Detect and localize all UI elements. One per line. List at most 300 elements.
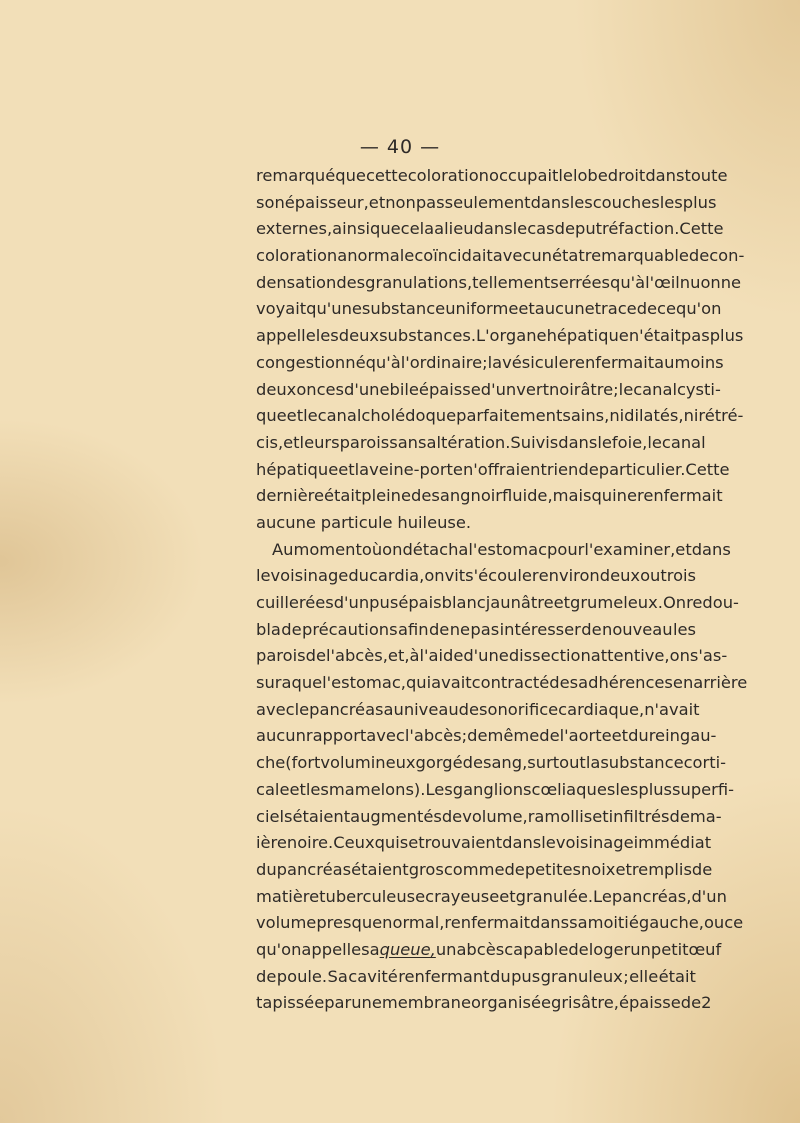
word: le <box>256 566 271 586</box>
word: de <box>256 966 277 986</box>
text-line <box>256 163 728 190</box>
word: et <box>368 192 386 212</box>
word: ce <box>657 299 677 319</box>
word: tapissée <box>256 993 325 1013</box>
text-line <box>256 270 742 297</box>
word: qu'à <box>365 352 401 372</box>
word: ou <box>640 566 661 586</box>
text-line <box>256 910 744 937</box>
word: ni <box>609 406 625 426</box>
word: matière <box>256 886 320 906</box>
text-line <box>256 457 730 484</box>
word: l'examiner, <box>584 539 676 559</box>
word: externes, <box>256 219 333 239</box>
word: étaient <box>351 859 409 879</box>
word: d'un <box>333 593 370 612</box>
word: particule <box>320 512 393 532</box>
word: Suivis <box>510 432 559 452</box>
word: pas <box>680 326 710 346</box>
word: Ceux <box>333 833 375 853</box>
text-line <box>256 243 745 270</box>
text-line <box>256 670 748 697</box>
word: nouveau <box>602 619 673 639</box>
word: du <box>490 966 511 986</box>
word: de <box>581 619 602 639</box>
word: pus <box>511 966 541 986</box>
word: pancréas, <box>611 886 692 906</box>
word: de <box>680 993 702 1013</box>
word: canal <box>661 432 706 452</box>
text-line <box>256 510 696 537</box>
word: pus <box>369 593 399 612</box>
word: particulier. <box>598 459 686 479</box>
word: aucune <box>534 299 595 319</box>
word: a <box>434 219 445 239</box>
word: cale <box>256 779 290 799</box>
word: son <box>479 699 508 719</box>
word: ; <box>482 352 488 372</box>
word: toute <box>684 166 728 185</box>
word: superfi- <box>672 779 735 799</box>
word: granulations, <box>365 272 473 292</box>
word: droit <box>607 166 646 185</box>
word: la <box>354 459 370 479</box>
word: appelle <box>256 326 316 346</box>
word: sa <box>361 939 380 959</box>
word: parois <box>256 646 306 666</box>
word: qu'à <box>609 272 646 292</box>
word: comme <box>443 859 505 879</box>
word: moment <box>293 539 362 559</box>
word: et <box>338 459 355 479</box>
word: cette <box>365 166 408 185</box>
text-line <box>256 590 739 617</box>
word: coïncidait <box>414 246 493 266</box>
word: cœliaques <box>531 779 616 799</box>
word: ramollis <box>527 806 593 826</box>
word: hépatique <box>546 326 629 346</box>
text-line <box>256 990 712 1017</box>
word: n'avait <box>644 699 700 719</box>
text-line <box>256 430 706 457</box>
word: bile <box>389 379 419 399</box>
word: couches <box>592 192 660 212</box>
text-line <box>256 323 744 350</box>
text-line <box>256 537 731 564</box>
word: ainsi <box>332 219 370 239</box>
text-line <box>256 617 696 644</box>
body-text <box>256 163 748 1017</box>
word: l'aorte <box>559 726 612 746</box>
word: voyait <box>256 299 307 319</box>
text-line <box>256 857 713 884</box>
word: remarquable <box>584 246 689 266</box>
word: deux <box>599 566 641 586</box>
word: l'ordinaire <box>400 352 483 372</box>
word: granulée. <box>515 886 594 906</box>
word: qui <box>405 673 432 693</box>
word: petit <box>650 939 689 959</box>
word: qui <box>591 486 617 506</box>
word: substance <box>361 299 446 319</box>
word: anormale <box>337 246 415 266</box>
text-line <box>256 804 722 831</box>
word: renfermait <box>637 486 723 506</box>
word: presque <box>316 913 383 933</box>
word: vésicule <box>502 352 569 372</box>
word: détacha <box>402 539 469 559</box>
word: et <box>518 299 535 319</box>
word: dans <box>691 539 731 559</box>
word: tellement <box>472 272 551 292</box>
word: des <box>549 673 579 693</box>
word: la <box>585 753 601 773</box>
text-line <box>256 884 727 911</box>
word: huileuse. <box>397 512 472 532</box>
word: de <box>305 646 326 666</box>
word: au <box>654 352 675 372</box>
word: pour <box>547 539 585 559</box>
word: dans <box>529 913 570 933</box>
word: ne <box>616 486 637 506</box>
word: con- <box>709 246 745 266</box>
word: du <box>256 859 277 879</box>
word: bla <box>256 619 281 639</box>
word: œuf <box>688 939 722 959</box>
word: pleine <box>361 486 412 506</box>
word: Au <box>272 539 294 559</box>
word: appelle <box>301 939 362 959</box>
word: orifice <box>507 699 559 719</box>
word: lobe <box>572 166 608 185</box>
italic-word: queue, <box>379 939 436 959</box>
word: le <box>647 432 662 452</box>
text-line <box>256 216 724 243</box>
word: au <box>383 699 404 719</box>
word: ce <box>724 913 744 933</box>
word: gros <box>408 859 444 879</box>
word: on <box>669 646 690 666</box>
text-line <box>256 377 721 404</box>
word: volumineux <box>320 753 416 773</box>
word: ne <box>449 619 471 639</box>
word: les <box>315 326 339 346</box>
word: environ <box>538 566 600 586</box>
word: épaisse <box>418 379 481 399</box>
word: s'as- <box>689 646 728 666</box>
word: normal, <box>382 913 445 933</box>
word: ière <box>256 833 287 853</box>
text-line <box>256 937 722 964</box>
word: infiltrés <box>608 806 670 826</box>
word: n'offraient <box>462 459 547 479</box>
word: foie, <box>611 432 648 452</box>
word: cavité <box>348 966 398 986</box>
word: parois <box>339 432 390 452</box>
word: (fort <box>285 753 321 773</box>
text-line <box>256 643 728 670</box>
word: organisée <box>470 993 552 1013</box>
word: adhérences <box>578 673 673 693</box>
word: précautions <box>301 619 398 639</box>
word: dans <box>530 192 570 212</box>
word: capable <box>504 939 569 959</box>
word: cholédoque <box>361 406 457 426</box>
word: cysti- <box>676 379 721 399</box>
word: que <box>370 219 401 239</box>
word: afin <box>397 619 429 639</box>
word: pancréas <box>276 859 352 879</box>
text-line <box>256 403 744 430</box>
word: plus <box>682 192 717 212</box>
word: niveau <box>403 699 459 719</box>
word: du <box>348 566 369 586</box>
word: où <box>361 539 383 559</box>
word: volume, <box>462 806 528 826</box>
word: arrière <box>693 673 748 693</box>
word: Le <box>593 886 612 906</box>
word: ni <box>683 406 699 426</box>
word: cas <box>527 219 555 239</box>
word: loger <box>588 939 631 959</box>
word: remplis <box>631 859 692 879</box>
word: le <box>294 699 310 719</box>
word: jaunâtre <box>485 593 554 612</box>
word: mais <box>552 486 592 506</box>
word: canal <box>317 406 362 426</box>
word: le <box>618 379 634 399</box>
word: on <box>424 566 445 586</box>
word: de <box>467 726 488 746</box>
word: épais <box>398 593 442 612</box>
word: Les <box>425 779 453 799</box>
word: 2 <box>701 993 712 1013</box>
word: était <box>323 486 362 506</box>
word: sang <box>431 486 471 506</box>
word: dissection <box>508 646 591 666</box>
word: d'une <box>344 379 390 399</box>
word: noirâtre <box>548 379 614 399</box>
word: l'estomac, <box>322 673 406 693</box>
word: l'estomac <box>468 539 548 559</box>
word: de <box>568 939 589 959</box>
word: une <box>351 993 382 1013</box>
word: d'un <box>691 886 727 906</box>
word: avec <box>492 246 532 266</box>
word: rien <box>546 459 579 479</box>
word: sans <box>389 432 427 452</box>
word: avec <box>256 699 295 719</box>
word: l'aide <box>419 646 464 666</box>
word: avait <box>431 673 472 693</box>
word: ciels <box>256 806 293 826</box>
word: même <box>487 726 540 746</box>
word: le <box>512 219 528 239</box>
word: redou- <box>686 593 739 612</box>
word: du <box>628 726 649 746</box>
word: ma- <box>689 806 722 826</box>
word: parfaitement <box>456 406 563 426</box>
text-line <box>256 350 724 377</box>
word: de <box>428 619 450 639</box>
word: renfermait <box>568 352 655 372</box>
word: renfermait <box>444 913 530 933</box>
word: et <box>499 886 516 906</box>
word: qui <box>374 833 400 853</box>
word: sains, <box>562 406 610 426</box>
word: On <box>662 593 687 612</box>
word: blanc <box>441 593 486 612</box>
word: Sa <box>327 966 348 986</box>
word: de <box>669 806 690 826</box>
word: coloration <box>407 166 489 185</box>
word: leurs <box>299 432 340 452</box>
word: trouvaient <box>418 833 503 853</box>
word: moitié <box>587 913 639 933</box>
word: son <box>256 192 285 212</box>
word: de <box>411 486 432 506</box>
word: les <box>615 779 639 799</box>
word: l'abcès, <box>325 646 388 666</box>
word: on <box>382 539 403 559</box>
word: et <box>611 726 629 746</box>
word: le <box>558 166 573 185</box>
word: occupait <box>488 166 559 185</box>
word: L'organe <box>476 326 547 346</box>
word: abcès <box>456 939 505 959</box>
word: on <box>700 272 721 292</box>
word: granuleux <box>540 966 623 986</box>
word: substances. <box>379 326 477 346</box>
word: aucune <box>256 512 316 532</box>
word: grisâtre, <box>551 993 619 1013</box>
word: sang, <box>482 753 528 773</box>
word: altération. <box>426 432 511 452</box>
word: pancréas <box>309 699 384 719</box>
word: sa <box>569 913 588 933</box>
word: de <box>281 619 302 639</box>
text-line <box>256 777 735 804</box>
word: un <box>435 939 457 959</box>
word: de <box>554 219 575 239</box>
text-line <box>256 750 726 777</box>
word: rapport <box>305 726 367 746</box>
word: gau- <box>679 726 717 746</box>
word: à <box>409 646 420 666</box>
word: étaient <box>292 806 351 826</box>
word: de <box>688 246 710 266</box>
word: gorgé <box>415 753 463 773</box>
word: les <box>305 779 329 799</box>
word: membrane <box>381 993 471 1013</box>
word: elle <box>629 966 659 986</box>
word: mamelons). <box>328 779 426 799</box>
word: Cette <box>685 459 730 479</box>
word: d'un <box>480 379 517 399</box>
word: trois <box>660 566 697 586</box>
word: cardia, <box>368 566 425 586</box>
word: augmentés <box>350 806 442 826</box>
word: immédiat <box>633 833 712 853</box>
word: trace <box>594 299 637 319</box>
word: petites <box>524 859 581 879</box>
word: et <box>283 432 300 452</box>
word: épaisse <box>618 993 681 1013</box>
word: vit <box>444 566 466 586</box>
word: seulement <box>444 192 531 212</box>
word: nu <box>679 272 701 292</box>
word: de <box>441 806 463 826</box>
word: qu'on <box>256 939 302 959</box>
word: un <box>531 246 552 266</box>
word: vert <box>516 379 549 399</box>
word: voisinage <box>270 566 349 586</box>
word: d'une <box>463 646 509 666</box>
word: et <box>286 406 304 426</box>
word: le <box>541 833 556 853</box>
word: que <box>291 673 323 693</box>
word: se <box>399 833 419 853</box>
word: rétré- <box>698 406 744 426</box>
text-line <box>256 190 717 217</box>
word: attentive, <box>590 646 670 666</box>
word: s'écouler <box>465 566 539 586</box>
word: grumeleux. <box>570 593 663 612</box>
word: de <box>462 753 483 773</box>
word: intéresser <box>499 619 581 639</box>
word: sura <box>256 673 292 693</box>
word: densation <box>256 272 337 292</box>
page-number: — 40 — <box>359 136 441 158</box>
word: remarqué <box>256 166 336 185</box>
word: que <box>256 406 287 426</box>
word: cis, <box>256 432 284 452</box>
word: par <box>324 993 352 1013</box>
word: ou <box>703 913 725 933</box>
word: volume <box>256 913 317 933</box>
word: dans <box>645 166 685 185</box>
word: aucun <box>256 726 306 746</box>
word: crayeuse <box>425 886 500 906</box>
word: n'était <box>628 326 681 346</box>
word: fluide, <box>502 486 553 506</box>
word: de <box>636 299 658 319</box>
word: tuberculeuse <box>319 886 426 906</box>
word: deux <box>256 379 297 399</box>
word: qu'on <box>676 299 722 319</box>
word: noix <box>580 859 616 879</box>
text-line <box>256 483 723 510</box>
word: moins <box>674 352 724 372</box>
word: ganglions <box>452 779 532 799</box>
word: qu'une <box>306 299 362 319</box>
word: et, <box>387 646 410 666</box>
word: le <box>597 432 612 452</box>
word: putréfaction. <box>574 219 680 239</box>
text-line <box>256 964 696 991</box>
word: ne <box>720 272 742 292</box>
word: surtout <box>527 753 586 773</box>
word: lieu <box>444 219 474 239</box>
word: l'œil <box>645 272 680 292</box>
word: non <box>385 192 416 212</box>
word: onces <box>296 379 345 399</box>
word: de <box>504 859 525 879</box>
word: renfermant <box>398 966 490 986</box>
word: dernière <box>256 486 324 506</box>
word: gauche, <box>638 913 704 933</box>
text-line <box>256 563 696 590</box>
